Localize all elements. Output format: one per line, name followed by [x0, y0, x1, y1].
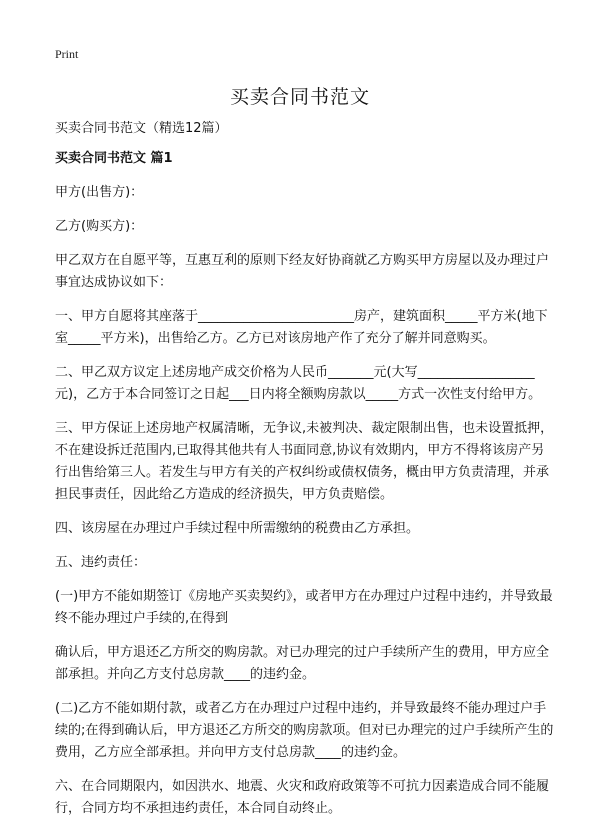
- clause-2-paragraph: 二、甲乙双方议定上述房地产成交价格为人民币_______元(大写__________________元)，乙方于本合同签订之日起___日内将全额购房款以_____方式一次性支付给甲方。: [55, 365, 542, 402]
- clause-5-heading: 五、违约责任：: [55, 555, 147, 570]
- page-title: 买卖合同书范文: [229, 86, 370, 108]
- clause-5-1-paragraph: (一)甲方不能如期签订《房地产买卖契约》，或者甲方在办理过户过程中违约，并导致最终不能办理过户手续的,在得到: [55, 589, 553, 626]
- clause-4-paragraph: 四、该房屋在办理过户手续过程中所需缴纳的税费由乙方承担。: [55, 521, 420, 536]
- section-heading: 买卖合同书范文 篇1: [55, 151, 173, 166]
- clause-3-paragraph: 三、甲方保证上述房地产权属清晰，无争议,未被判决、裁定限制出售，也未设置抵押，不在建设拆迁范围内,已取得其他共有人书面同意,协议有效期内，甲方不得将该房产另行出售给第三人。若发生与甲方有关的产权纠纷或债权债务，概由甲方负责清理，并承担民事责任，因此给乙方造成的经济损失，甲方负责赔偿。: [55, 421, 554, 502]
- clause-6-paragraph: 六、在合同期限内，如因洪水、地震、火灾和政府政策等不可抗力因素造成合同不能履行，合同方均不承担违约责任，本合同自动终止。: [55, 779, 550, 816]
- party-b-line: 乙方(购买方)：: [55, 219, 144, 234]
- document-body: [55, 118, 555, 832]
- document-subtitle: 买卖合同书范文（精选12篇）: [55, 121, 228, 136]
- party-a-line: 甲方(出售方)：: [55, 185, 144, 200]
- print-link[interactable]: Print: [55, 47, 79, 61]
- preamble-paragraph: 甲乙双方在自愿平等，互惠互利的原则下经友好协商就乙方购买甲方房屋以及办理过户事宜达成协议如下：: [55, 253, 550, 290]
- clause-5-2-paragraph: (二)乙方不能如期付款，或者乙方在办理过户过程中违约，并导致最终不能办理过户手续的;在得到确认后，甲方退还乙方所交的购房款项。但对已办理完的过户手续所产生的费用，乙方应全部承担。并向甲方支付总房款____的违约金。: [55, 701, 554, 760]
- clause-5-1-continued: 确认后，甲方退还乙方所交的购房款。对已办理完的过户手续所产生的费用，甲方应全部承担。并向乙方支付总房款____的违约金。: [55, 645, 550, 682]
- clause-1-paragraph: 一、甲方自愿将其座落于________________________房产，建筑面积_____平方米(地下室_____平方米)，出售给乙方。乙方已对该房地产作了充分了解并同意购买。: [55, 309, 548, 346]
